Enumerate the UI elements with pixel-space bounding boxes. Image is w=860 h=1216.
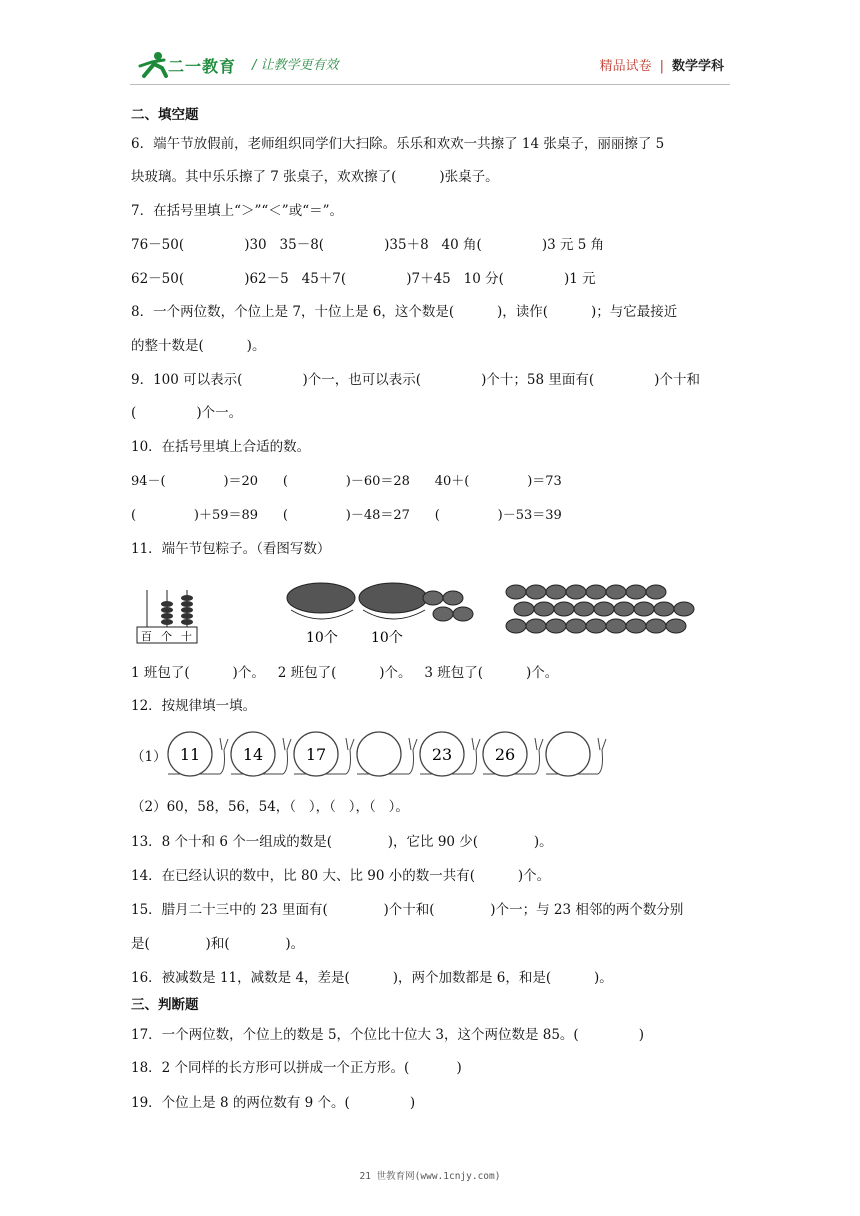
- zongzi-icon: [654, 602, 674, 616]
- question-10-row-1: 94－( )＝20 ( )－60＝28 40＋( )＝73: [131, 474, 562, 489]
- snail-number: 14: [242, 745, 264, 764]
- zongzi-icon: [514, 602, 534, 616]
- question-19: 19．个位上是 8 的两位数有 9 个。( ): [131, 1095, 416, 1111]
- question-15-line-1: 15．腊月二十三中的 23 里面有( )个十和( )个一；与 23 相邻的两个数分别: [131, 902, 684, 918]
- question-7-row-1: 76－50( )30 35－8( )35＋8 40 角( )3 元 5 角: [131, 237, 605, 253]
- zongzi-icon: [506, 619, 526, 633]
- page-footer: 21 世教育网(www.1cnjy.com): [359, 1171, 501, 1182]
- zongzi-icon: [554, 602, 574, 616]
- zongzi-icon: [526, 619, 546, 633]
- zongzi-group-class3: [506, 585, 694, 633]
- zongzi-icon: [646, 619, 666, 633]
- abacus-label-tens: 十: [181, 630, 192, 643]
- snail-3: [294, 732, 354, 776]
- zongzi-icon: [646, 585, 666, 599]
- question-12-part-1-label: （1）: [131, 749, 167, 765]
- section-title-judge: 三、判断题: [131, 997, 199, 1013]
- question-16: 16．被减数是 11，减数是 4，差是( )，两个加数都是 6，和是( )。: [131, 970, 613, 986]
- zongzi-icon: [566, 585, 586, 599]
- zongzi-icon: [586, 619, 606, 633]
- zongzi-icon: [606, 619, 626, 633]
- abacus: [137, 590, 197, 643]
- header-subject-name: 数学学科: [671, 59, 724, 74]
- snail-number: 26: [494, 745, 516, 764]
- question-11-answers: 1 班包了( )个。 2 班包了( )个。 3 班包了( )个。: [131, 665, 559, 681]
- question-14: 14．在已经认识的数中，比 80 大、比 90 小的数一共有( )个。: [131, 868, 551, 884]
- question-10-row-2: ( )＋59＝89 ( )－48＝27 ( )－53＝39: [131, 508, 562, 523]
- zongzi-icon: [674, 602, 694, 616]
- section-title-fill: 二、填空题: [131, 107, 199, 123]
- question-17: 17．一个两位数，个位上的数是 5，个位比十位大 3，这个两位数是 85。( ): [131, 1027, 645, 1043]
- question-11: 11．端午节包粽子。（看图写数）: [131, 541, 331, 557]
- zongzi-icon: [526, 585, 546, 599]
- snail-5: [420, 732, 480, 776]
- snail-number: 23: [431, 745, 453, 764]
- header-subject: [600, 55, 724, 74]
- zongzi-icon: [634, 602, 654, 616]
- snail-2: [231, 732, 291, 776]
- zongzi-icon: [666, 619, 686, 633]
- header-divider: [130, 84, 730, 85]
- zongzi-icon: [586, 585, 606, 599]
- question-6-line-1: 6．端午节放假前，老师组织同学们大扫除。乐乐和欢欢一共擦了 14 张桌子，丽丽擦了 5: [131, 136, 665, 152]
- snail-4: [357, 732, 417, 776]
- slogan: / 让教学更有效: [252, 58, 339, 73]
- abacus-label-ones: 个: [161, 630, 172, 643]
- question-7: 7．在括号里填上“＞”“＜”或“＝”。: [131, 203, 343, 219]
- bundle-label-1: 10个: [306, 630, 338, 646]
- zongzi-icon: [574, 602, 594, 616]
- question-9-line-2: ( )个一。: [131, 405, 243, 421]
- zongzi-icon: [546, 619, 566, 633]
- logo-text: 二一教育: [168, 57, 237, 76]
- zongzi-icon: [626, 585, 646, 599]
- zongzi-icon: [614, 602, 634, 616]
- zongzi-icon: [566, 619, 586, 633]
- snail-sequence: [166, 730, 616, 782]
- zongzi-icon: [534, 602, 554, 616]
- question-13: 13．8 个十和 6 个一组成的数是( )，它比 90 少( )。: [131, 834, 553, 850]
- question-8-line-2: 的整十数是( )。: [131, 338, 266, 354]
- zongzi-icon: [594, 602, 614, 616]
- zongzi-icon: [626, 619, 646, 633]
- zongzi-icon: [506, 585, 526, 599]
- snail-6: [483, 732, 543, 776]
- question-9-line-1: 9．100 可以表示( )个一，也可以表示( )个十；58 里面有( )个十和: [131, 372, 700, 388]
- question-6-line-2: 块玻璃。其中乐乐擦了 7 张桌子，欢欢擦了( )张桌子。: [131, 169, 499, 185]
- zongzi-figures: [131, 580, 711, 650]
- question-15-line-2: 是( )和( )。: [131, 936, 305, 952]
- page-header: [130, 44, 730, 84]
- question-12: 12．按规律填一填。: [131, 698, 257, 714]
- zongzi-icon: [546, 585, 566, 599]
- snail-number: 11: [179, 745, 201, 764]
- header-paper-type: 精品试卷: [599, 59, 652, 74]
- zongzi-icon: [606, 585, 626, 599]
- question-12-part-2: （2）60，58，56，54，（ ），（ ），（ ）。: [131, 799, 409, 815]
- question-18: 18．2 个同样的长方形可以拼成一个正方形。( ): [131, 1060, 462, 1076]
- zongzi-bundles-class2: [287, 583, 473, 646]
- question-7-row-2: 62－50( )62－5 45＋7( )7＋45 10 分( )1 元: [131, 271, 596, 287]
- snail-1: [168, 732, 228, 776]
- bundle-label-2: 10个: [371, 630, 403, 646]
- question-8-line-1: 8．一个两位数，个位上是 7，十位上是 6，这个数是( )，读作( )；与它最接近: [131, 304, 678, 320]
- abacus-label-hundreds: 百: [141, 630, 152, 643]
- snail-number: 17: [305, 745, 327, 764]
- question-10: 10．在括号里填上合适的数。: [131, 439, 311, 455]
- snail-7: [546, 732, 606, 776]
- header-separator: |: [659, 59, 664, 74]
